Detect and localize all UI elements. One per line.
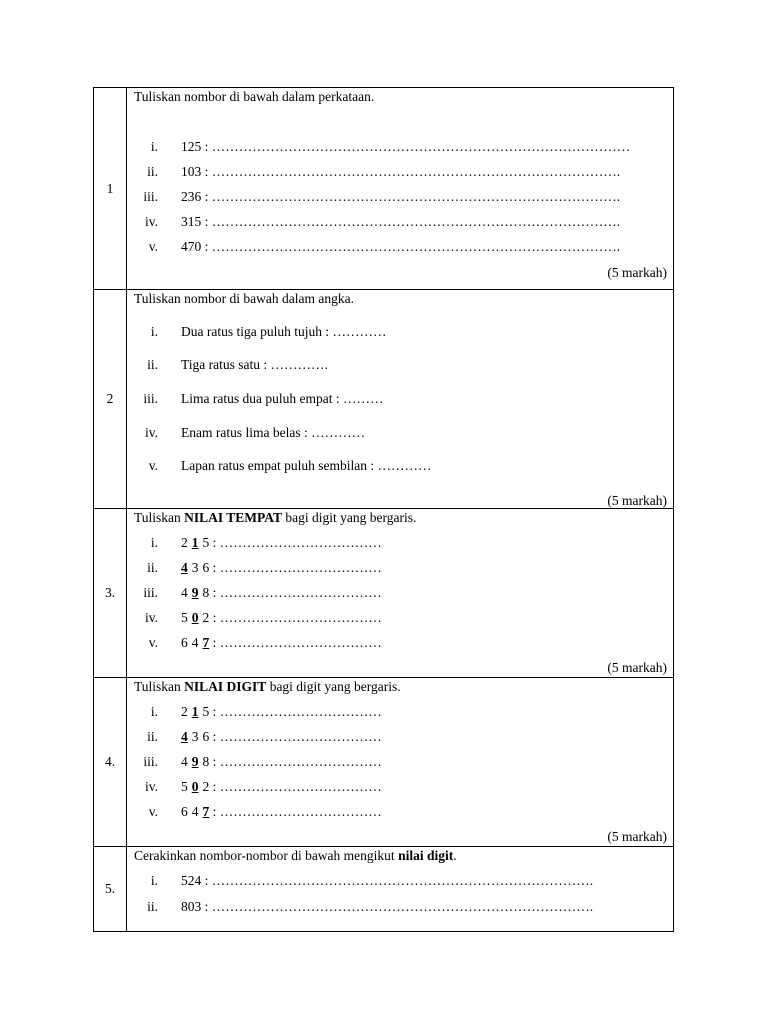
item-text: 315 : ………………………………………………………………………………. — [181, 214, 621, 229]
digit: 8 — [202, 754, 210, 769]
item-text: 103 : ………………………………………………………………………………. — [181, 164, 621, 179]
item-text: 125 : ………………………………………………………………………………… — [181, 139, 631, 154]
digit: 8 — [202, 585, 210, 600]
item-roman-numeral: iv. — [145, 214, 158, 229]
underlined-digit: 0 — [191, 610, 199, 625]
question-number: 4. — [94, 678, 127, 846]
question-item — [127, 729, 675, 747]
digit: 4 — [191, 804, 199, 819]
question-number: 5. — [94, 847, 127, 931]
digit: 2 — [202, 779, 210, 794]
instruction-text: bagi digit yang bergaris. — [282, 510, 417, 525]
answer-blank: : ……………………………… — [209, 635, 382, 650]
question-item — [127, 425, 675, 443]
question-number: 2 — [94, 290, 127, 508]
question-row-3 — [93, 509, 674, 678]
item-text: 470 : ………………………………………………………………………………. — [181, 239, 621, 254]
item-roman-numeral: iv. — [145, 610, 158, 625]
digit: 2 — [202, 610, 210, 625]
underlined-digit: 9 — [191, 754, 199, 769]
answer-blank: : ……………………………… — [209, 779, 382, 794]
question-item — [127, 535, 675, 553]
answer-blank: : ……………………………… — [209, 804, 382, 819]
question-item — [127, 164, 675, 182]
underlined-digit: 7 — [202, 804, 210, 819]
underlined-digit: 9 — [191, 585, 199, 600]
digit: 5 — [181, 779, 188, 794]
question-row-2 — [93, 290, 674, 509]
question-item — [127, 754, 675, 772]
question-item — [127, 357, 675, 375]
item-roman-numeral: i. — [150, 873, 158, 888]
item-text: Tiga ratus satu : …………. — [181, 357, 328, 372]
item-roman-numeral: ii. — [147, 899, 158, 914]
item-text: 803 : …………………………………………………………………………. — [181, 899, 594, 914]
question-number: 3. — [94, 509, 127, 677]
question-item — [127, 458, 675, 476]
instruction-text: Tuliskan — [134, 679, 185, 694]
item-roman-numeral: ii. — [147, 729, 158, 744]
question-row-1 — [93, 88, 674, 290]
item-text — [181, 704, 382, 720]
item-text — [181, 635, 382, 651]
item-roman-numeral: i. — [150, 535, 158, 550]
digit: 4 — [191, 635, 199, 650]
instruction-emphasis: nilai digit — [398, 848, 454, 863]
item-roman-numeral: v. — [148, 804, 158, 819]
question-body — [127, 88, 673, 289]
answer-blank: : ……………………………… — [209, 560, 382, 575]
item-text — [181, 779, 382, 795]
digit: 5 — [202, 704, 210, 719]
item-roman-numeral: i. — [150, 324, 158, 339]
underlined-digit: 1 — [191, 535, 199, 550]
digit: 2 — [181, 704, 188, 719]
item-text — [181, 585, 382, 601]
item-roman-numeral: iii. — [143, 189, 158, 204]
item-text — [181, 560, 382, 576]
question-instruction — [134, 679, 401, 695]
item-text: Dua ratus tiga puluh tujuh : ………… — [181, 324, 387, 339]
underlined-digit: 1 — [191, 704, 199, 719]
question-item — [127, 139, 675, 157]
question-row-5 — [93, 847, 674, 932]
digit: 6 — [181, 804, 188, 819]
item-text: Enam ratus lima belas : ………… — [181, 425, 366, 440]
question-item — [127, 391, 675, 409]
question-instruction: Tuliskan nombor di bawah dalam perkataan. — [134, 89, 375, 104]
item-roman-numeral: ii. — [147, 164, 158, 179]
item-text — [181, 535, 382, 551]
item-roman-numeral: i. — [150, 139, 158, 154]
instruction-text: Cerakinkan nombor-nombor di bawah mengikut — [134, 848, 399, 863]
question-item — [127, 585, 675, 603]
item-roman-numeral: v. — [148, 635, 158, 650]
question-number: 1 — [94, 88, 127, 289]
question-body — [127, 847, 673, 931]
digit: 5 — [202, 535, 210, 550]
item-roman-numeral: v. — [148, 458, 158, 473]
answer-blank: : ……………………………… — [209, 610, 382, 625]
item-roman-numeral: iv. — [145, 425, 158, 440]
instruction-text: Tuliskan — [134, 510, 185, 525]
question-item — [127, 214, 675, 232]
instruction-emphasis: NILAI DIGIT — [184, 679, 267, 694]
underlined-digit: 0 — [191, 779, 199, 794]
item-roman-numeral: ii. — [147, 357, 158, 372]
question-item — [127, 873, 675, 891]
marks-label: (5 markah) — [607, 660, 667, 675]
marks-label: (5 markah) — [607, 265, 667, 280]
question-item — [127, 899, 675, 917]
question-instruction — [134, 848, 457, 864]
answer-blank: : ……………………………… — [209, 754, 382, 769]
instruction-text: bagi digit yang bergaris. — [266, 679, 401, 694]
item-text — [181, 610, 382, 626]
underlined-digit: 4 — [181, 729, 188, 744]
question-item — [127, 239, 675, 257]
digit: 4 — [181, 754, 188, 769]
item-text — [181, 754, 382, 770]
question-body — [127, 290, 673, 508]
digit: 3 — [191, 560, 199, 575]
digit: 6 — [202, 560, 210, 575]
question-item — [127, 610, 675, 628]
instruction-emphasis: NILAI TEMPAT — [184, 510, 283, 525]
worksheet-table — [93, 87, 674, 932]
question-instruction — [134, 510, 416, 526]
item-roman-numeral: i. — [150, 704, 158, 719]
item-roman-numeral: iii. — [143, 391, 158, 406]
question-item — [127, 635, 675, 653]
question-item — [127, 560, 675, 578]
digit: 6 — [202, 729, 210, 744]
question-body — [127, 678, 673, 846]
answer-blank: : ……………………………… — [209, 585, 382, 600]
item-roman-numeral: v. — [148, 239, 158, 254]
item-text: Lima ratus dua puluh empat : ……… — [181, 391, 384, 406]
underlined-digit: 7 — [202, 635, 210, 650]
answer-blank: : ……………………………… — [209, 704, 382, 719]
question-row-4 — [93, 678, 674, 847]
item-roman-numeral: iii. — [143, 585, 158, 600]
question-instruction: Tuliskan nombor di bawah dalam angka. — [134, 291, 354, 306]
question-item — [127, 779, 675, 797]
marks-label: (5 markah) — [607, 829, 667, 844]
question-item — [127, 324, 675, 342]
item-roman-numeral: iii. — [143, 754, 158, 769]
question-item — [127, 804, 675, 822]
digit: 6 — [181, 635, 188, 650]
item-text: Lapan ratus empat puluh sembilan : ………… — [181, 458, 432, 473]
question-item — [127, 189, 675, 207]
answer-blank: : ……………………………… — [209, 729, 382, 744]
instruction-text: . — [453, 848, 457, 863]
item-text: 524 : …………………………………………………………………………. — [181, 873, 594, 888]
underlined-digit: 4 — [181, 560, 188, 575]
item-text: 236 : ………………………………………………………………………………. — [181, 189, 621, 204]
digit: 3 — [191, 729, 199, 744]
item-text — [181, 804, 382, 820]
item-roman-numeral: iv. — [145, 779, 158, 794]
digit: 2 — [181, 535, 188, 550]
item-text — [181, 729, 382, 745]
question-body — [127, 509, 673, 677]
answer-blank: : ……………………………… — [209, 535, 382, 550]
marks-label: (5 markah) — [607, 493, 667, 508]
digit: 4 — [181, 585, 188, 600]
digit: 5 — [181, 610, 188, 625]
item-roman-numeral: ii. — [147, 560, 158, 575]
question-item — [127, 704, 675, 722]
